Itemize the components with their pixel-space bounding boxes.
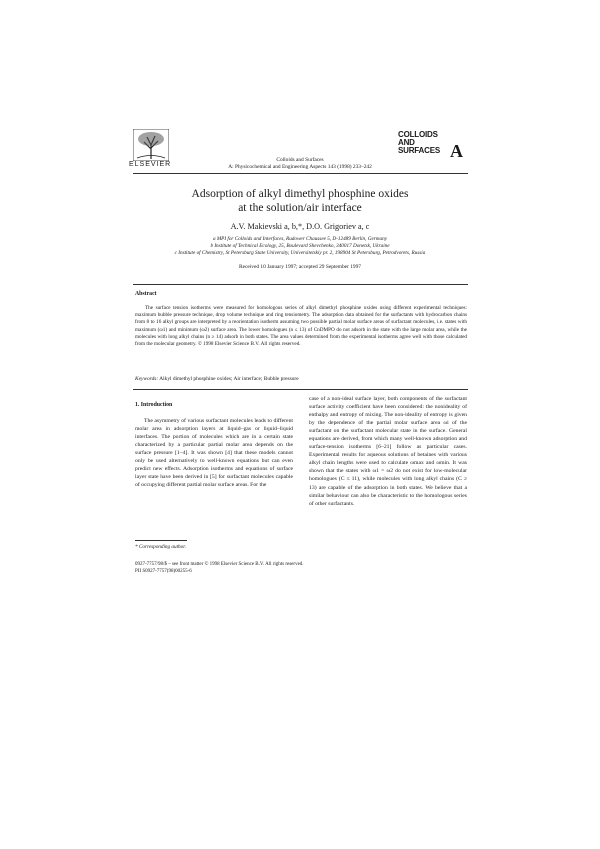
affiliation-b: b Institute of Technical Ecology, 25, Boulevard Shevchenko, 340017 Donetsk, Ukraine [210, 243, 390, 249]
footnote-corresponding-author: * Corresponding author. [135, 544, 186, 550]
section-heading-introduction: 1. Introduction [135, 402, 173, 408]
keywords-bottom-rule [133, 389, 468, 390]
journal-citation: A: Physicochemical and Engineering Aspects 143 (1998) 233–242 [228, 164, 372, 170]
abstract-text: The surface tension isotherms were measured for homologous series of alkyl dimethyl phosphine oxides using different experimental techniques: maximum bubble pressure technique, drop volume technique and ring tensiometry. The adsorption data obtained for the surfactants with hydrocarbon chains from 8 to 16 alkyl groups are interpreted by a reorientation isotherm assuming two possible partial molar surface areas of surfactant molecules, i.e. states with maximum (ω1) and minimum (ω2) surface area. The lower homologues (n ≤ 13) of CnDMPO do not adsorb in the state with the large molar area, while the molecules with long alkyl chains (n ≥ 14) adsorb in both states. The area values determined from the experimental isotherms agree well with those calculated from the molecular geometry. [135, 305, 467, 348]
intro-paragraph-1-continued: case of a non-ideal surface layer, both components of the surfactant surface activity coefficient have been considered: the nonideality of enthalpy and entropy of mixing. The non-ideality of entropy is given by the dependence of the partial molar surface area ωi of the surfactant on the surfactant molecular state in the surface. General equations are derived, from which many well-known adsorption and surface-tension isotherms [6–21] follow as particular cases. Experimental results for aqueous solutions of betaines with various alkyl chain lengths were used to calculate ωmax and ωmin. It was shown that the states with ω1 = ω2 do not exist for low-molecular homologues (C ≤ 11), while molecules with long alkyl chains (C ≥ 13) are capable of the adsorption in both states. We believe that a similar behaviour can also be characteristic to the homologous series of other surfactants. [309, 396, 467, 507]
intro-left-column [135, 417, 293, 489]
keywords-label: Keywords: [135, 376, 159, 382]
article-title-line-2: at the solution/air interface [238, 202, 362, 214]
footnote-rule [135, 540, 187, 541]
article-title-line-1: Adsorption of alkyl dimethyl phosphine oxides [191, 188, 409, 200]
publisher-logo-text: ELSEVIER [129, 161, 172, 168]
intro-right-column [309, 395, 467, 508]
article-authors: A.V. Makievski a, b,*, D.O. Grigoriev a, c [230, 222, 370, 231]
header-rule [133, 173, 468, 174]
abstract-copyright: © 1998 Elsevier Science B.V. All rights reserved. [197, 341, 301, 348]
journal-name: Colloids and Surfaces [276, 157, 324, 163]
keywords [135, 376, 467, 382]
journal-logo-line-3: SURFACES [398, 146, 440, 155]
affiliation-c: c Institute of Chemistry, St Petersburg State University, Universitetskiy pr. 2, 198904 St Petersburg, Petrodvorets, Russia [174, 250, 426, 256]
journal-logo-line-2: AND [398, 138, 415, 147]
affiliation-a: a MPI for Colloids and Interfaces, Rudower Chaussee 5, D-12489 Berlin, Germany [212, 236, 388, 242]
intro-paragraph-1: The asymmetry of various surfactant molecules leads to different molar area in adsorption layers at liquid–gas or liquid–liquid interfaces. The portion of molecules which are in a certain state characterized by a particular partial molar area depends on the surface pressure [1–4]. It was shown [4] that these models cannot only be used alternatively to well-known equations but can even predict new effects. Adsorption isotherms and equations of surface layer state have been derived in [5] for surfactant molecules capable of occupying different partial molar surface areas. For the [135, 418, 293, 489]
pii-line-2: PII S0927-7757(98)00255-6 [135, 569, 192, 575]
abstract-body [135, 305, 467, 348]
keywords-text: Alkyl dimethyl phosphine oxides; Air interface; Bubble pressure [159, 376, 299, 382]
pii-line-1: 0927-7757/98/$ – see front matter © 1998 Elsevier Science B.V. All rights reserved. [135, 562, 304, 567]
received-date: Received 10 January 1997; accepted 29 September 1997 [239, 264, 361, 270]
pii-block [135, 561, 304, 575]
journal-logo-letter: A [450, 141, 463, 161]
journal-logo-line-1: COLLOIDS [398, 130, 438, 139]
abstract-top-rule [133, 284, 468, 285]
abstract-heading: Abstract [135, 291, 157, 297]
